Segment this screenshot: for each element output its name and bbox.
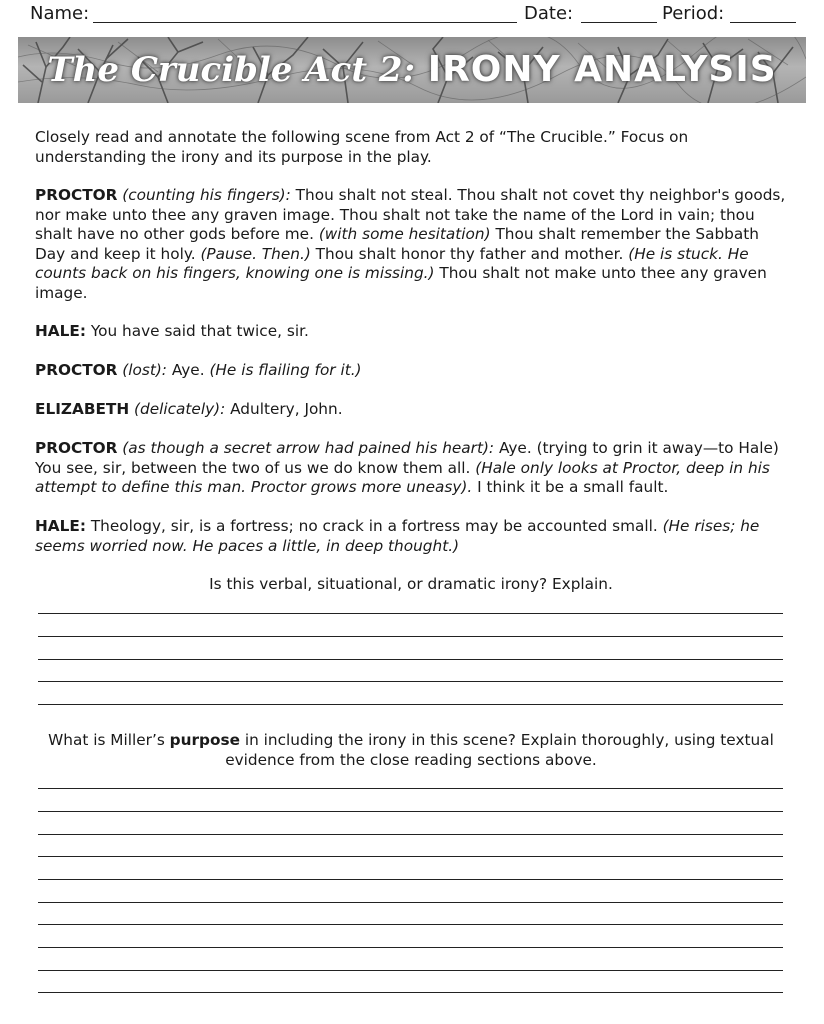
worksheet-title <box>18 49 806 90</box>
date-label: Date: <box>524 3 574 24</box>
dialogue: You have said that twice, sir. <box>85 322 309 340</box>
question-text: in including the irony in this scene? Explain thoroughly, using textual evidence from the close reading sections above. <box>225 731 774 769</box>
answer-line-q2[interactable] <box>38 924 783 925</box>
speaker: PROCTOR <box>35 439 118 457</box>
answer-line-q1[interactable] <box>38 704 783 705</box>
scene-paragraph-proctor-2 <box>35 361 787 381</box>
period-field[interactable] <box>730 22 796 23</box>
answer-line-q2[interactable] <box>38 970 783 971</box>
speaker: HALE: <box>35 517 86 535</box>
stage-direction: (lost): <box>117 361 167 379</box>
stage-direction: (Hale only looks at Proctor, deep in his attempt to define this man. Proctor grows more uneasy). <box>35 458 770 496</box>
stage-direction: (He rises; he seems worried now. He paces a little, in deep thought.) <box>35 517 760 555</box>
answer-line-q2[interactable] <box>38 811 783 812</box>
question-emphasis: purpose <box>169 731 240 749</box>
title-caps: IRONY ANALYSIS <box>427 49 777 90</box>
scene-paragraph-hale-2 <box>35 517 787 556</box>
dialogue: I think it be a small fault. <box>472 478 669 496</box>
scene-paragraph-proctor-1 <box>35 186 787 303</box>
answer-line-q2[interactable] <box>38 856 783 857</box>
stage-direction: (He is stuck. He counts back on his fingers, knowing one is missing.) <box>35 244 749 282</box>
answer-line-q2[interactable] <box>38 788 783 789</box>
scene-paragraph-proctor-3 <box>35 439 787 498</box>
intro-instructions: Closely read and annotate the following scene from Act 2 of “The Crucible.” Focus on understanding the irony and its purpose in the play. <box>35 128 689 166</box>
scene-paragraph-elizabeth <box>35 400 787 420</box>
name-field[interactable] <box>93 22 517 23</box>
question-text: What is Miller’s <box>48 731 170 749</box>
dialogue: Adultery, John. <box>225 400 343 418</box>
date-field[interactable] <box>581 22 657 23</box>
stage-direction: (delicately): <box>129 400 226 418</box>
question-miller-purpose <box>35 731 787 770</box>
stage-direction: (with some hesitation) <box>313 225 491 243</box>
scene-paragraph-hale-1 <box>35 322 787 342</box>
name-label: Name: <box>30 3 90 24</box>
question-irony-type: Is this verbal, situational, or dramatic irony? Explain. <box>209 575 613 593</box>
speaker: HALE: <box>35 322 86 340</box>
dialogue: Thou shalt honor thy father and mother. <box>310 244 624 263</box>
period-label: Period: <box>662 3 725 24</box>
stage-direction: (Pause. Then.) <box>195 244 311 263</box>
stage-direction: (as though a secret arrow had pained his heart): <box>117 439 495 457</box>
dialogue: Aye. (trying to grin it away—to Hale) You see, sir, between the two of us we do know them all. <box>35 439 779 477</box>
answer-line-q1[interactable] <box>38 659 783 660</box>
answer-line-q2[interactable] <box>38 834 783 835</box>
student-info-header <box>0 0 824 30</box>
answer-line-q2[interactable] <box>38 947 783 948</box>
stage-direction: (counting his fingers): <box>117 186 291 204</box>
speaker: PROCTOR <box>35 361 118 379</box>
dialogue: Theology, sir, is a fortress; no crack in a fortress may be accounted small. <box>85 517 658 535</box>
answer-line-q1[interactable] <box>38 636 783 637</box>
dialogue: Aye. <box>166 361 205 379</box>
stage-direction: (He is flailing for it.) <box>204 361 362 379</box>
speaker: ELIZABETH <box>35 400 130 418</box>
answer-line-q2[interactable] <box>38 992 783 993</box>
title-script: The Crucible Act 2: <box>47 50 416 90</box>
dialogue: Thou shalt remember the Sabbath Day and keep it holy. <box>35 225 759 263</box>
answer-line-q2[interactable] <box>38 902 783 903</box>
speaker: PROCTOR <box>35 186 118 204</box>
answer-line-q1[interactable] <box>38 613 783 614</box>
title-banner <box>18 37 806 103</box>
answer-line-q1[interactable] <box>38 681 783 682</box>
dialogue: Thou shalt not make unto thee any graven image. <box>35 264 767 302</box>
answer-line-q2[interactable] <box>38 879 783 880</box>
dialogue: Thou shalt not steal. Thou shalt not covet thy neighbor's goods, nor make unto thee any graven image. Thou shalt not take the name of the Lord in vain; thou shalt have no other gods before me. <box>35 186 786 243</box>
